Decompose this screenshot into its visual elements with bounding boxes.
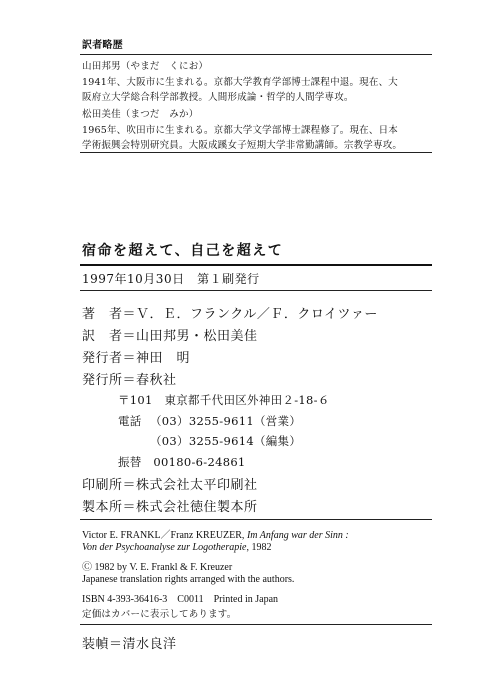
printer-line: 印刷所＝株式会社太平印刷社 xyxy=(82,478,258,493)
edition-line: 1997年10月30日 第１刷発行 xyxy=(82,272,260,286)
bio-bottom-rule xyxy=(80,152,432,153)
translator2-bio-line1: 1965年、吹田市に生まれる。京都大学文学部博士課程修了。現在、日本 xyxy=(82,125,398,136)
translator2-name: 松田美佳（まつだ みか） xyxy=(82,109,199,120)
tel-sales: （03）3255-9611（営業） xyxy=(150,414,302,428)
original-title-line1 xyxy=(82,526,349,541)
original-year: , 1982 xyxy=(246,542,272,553)
tel-label: 電話 xyxy=(118,414,142,428)
copyright-line: Ⓒ 1982 by V. E. Frankl & F. Kreuzer xyxy=(82,562,233,573)
rights-bottom-rule xyxy=(80,624,432,625)
bio-heading: 訳者略歴 xyxy=(82,40,123,51)
postal-address: 〒101 東京都千代田区外神田２-18-６ xyxy=(118,393,330,407)
title-rule xyxy=(80,264,432,266)
translation-rights-line: Japanese translation rights arranged with the authors. xyxy=(82,574,295,585)
book-title: 宿命を超えて、自己を超えて xyxy=(82,243,284,259)
original-subtitle: Von der Psychoanalyse zur Logotherapie xyxy=(82,542,247,553)
issuer-line: 発行者＝神田 明 xyxy=(82,351,191,366)
tel-editorial: （03）3255-9614（編集） xyxy=(150,434,302,448)
bio-top-rule xyxy=(80,54,432,55)
transfer-account: 振替 00180-6-24861 xyxy=(118,455,246,469)
original-authors: Victor E. FRANKL／Franz KREUZER, xyxy=(82,530,247,541)
binder-line: 製本所＝株式会社徳住製本所 xyxy=(82,500,258,515)
translator2-bio-line2: 学術振興会特別研究員。大阪成蹊女子短期大学非常勤講師。宗教学専攻。 xyxy=(82,140,403,151)
rights-top-rule xyxy=(80,519,432,520)
edition-rule xyxy=(80,290,432,291)
translator1-bio-line1: 1941年、大阪市に生まれる。京都大学教育学部博士課程中退。現在、大 xyxy=(82,77,398,88)
authors-line: 著 者＝Ｖ．Ｅ．フランクル／Ｆ．クロイツァー xyxy=(82,307,378,322)
original-title-line2 xyxy=(82,542,271,553)
translators-line: 訳 者＝山田邦男・松田美佳 xyxy=(82,329,258,344)
translator1-name: 山田邦男（やまだ くにお） xyxy=(82,61,209,72)
isbn-line: ISBN 4-393-36416-3 C0011 Printed in Japan xyxy=(82,594,279,605)
original-title: Im Anfang war der Sinn : xyxy=(246,530,349,541)
cover-design-line: 装幀＝清水良洋 xyxy=(82,637,177,652)
translator1-bio-line2: 阪府立大学総合科学部教授。人間形成論・哲学的人間学専攻。 xyxy=(82,92,354,103)
price-note: 定価はカバーに表示してあります。 xyxy=(82,609,237,620)
publisher-line: 発行所＝春秋社 xyxy=(82,373,177,388)
